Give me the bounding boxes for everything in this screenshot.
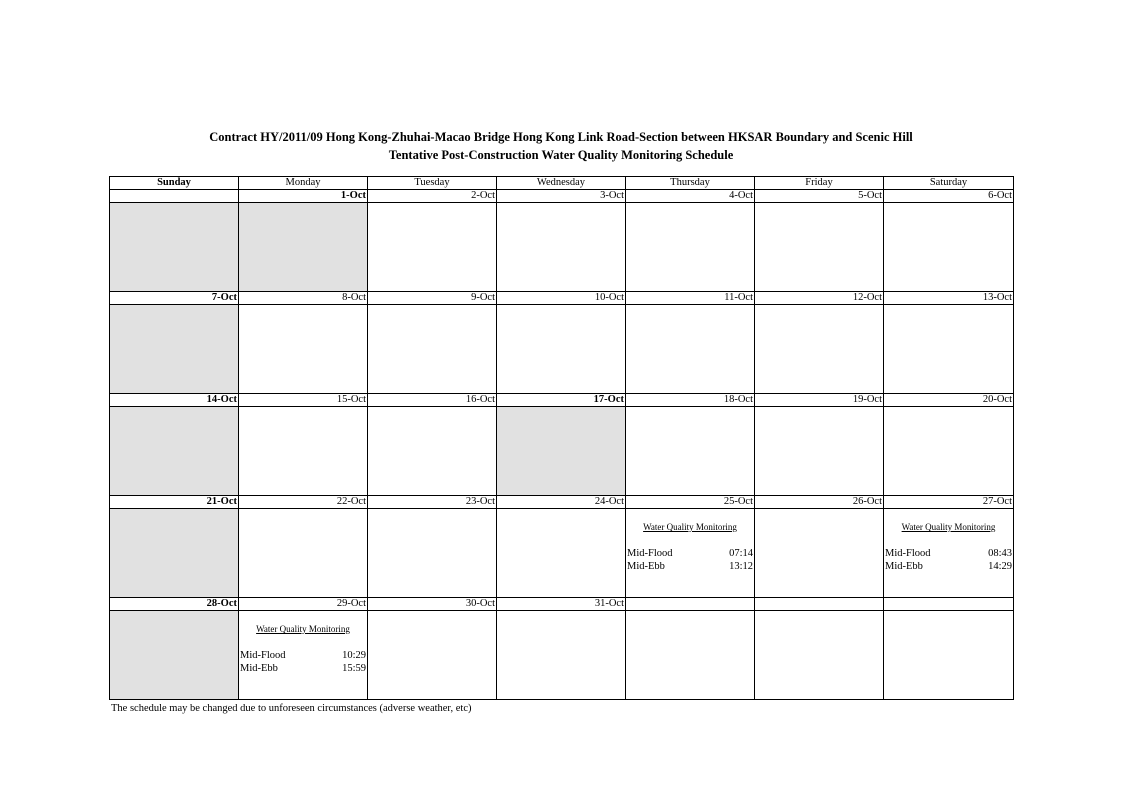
day-cell bbox=[755, 611, 884, 700]
weekday-header-sunday: Sunday bbox=[110, 177, 239, 190]
date-label: 14-Oct bbox=[110, 394, 239, 407]
date-label bbox=[626, 598, 755, 611]
mid-flood-label: Mid-Flood bbox=[885, 548, 931, 559]
date-label: 2-Oct bbox=[368, 190, 497, 203]
day-cell bbox=[110, 305, 239, 394]
weekday-header-friday: Friday bbox=[755, 177, 884, 190]
week-dates-row bbox=[110, 394, 1014, 407]
document-subtitle: Tentative Post-Construction Water Quality Monitoring Schedule bbox=[388, 148, 734, 162]
date-label: 30-Oct bbox=[368, 598, 497, 611]
week-dates-row bbox=[110, 598, 1014, 611]
monitoring-event-title: Water Quality Monitoring bbox=[901, 522, 996, 532]
weekday-header-monday: Monday bbox=[239, 177, 368, 190]
day-cell bbox=[110, 509, 239, 598]
day-cell bbox=[755, 305, 884, 394]
date-label: 28-Oct bbox=[110, 598, 239, 611]
date-label: 7-Oct bbox=[110, 292, 239, 305]
mid-flood-time: 07:14 bbox=[729, 548, 753, 559]
mid-flood-row bbox=[626, 547, 754, 560]
day-cell bbox=[239, 305, 368, 394]
date-label: 22-Oct bbox=[239, 496, 368, 509]
date-label: 29-Oct bbox=[239, 598, 368, 611]
day-cell bbox=[239, 509, 368, 598]
mid-flood-label: Mid-Flood bbox=[240, 650, 286, 661]
day-cell bbox=[497, 305, 626, 394]
date-label bbox=[884, 598, 1014, 611]
week-dates-row bbox=[110, 292, 1014, 305]
mid-ebb-label: Mid-Ebb bbox=[885, 561, 923, 572]
date-label: 4-Oct bbox=[626, 190, 755, 203]
date-label: 9-Oct bbox=[368, 292, 497, 305]
footnote: The schedule may be changed due to unforeseen circumstances (adverse weather, etc) bbox=[111, 703, 472, 714]
date-label: 6-Oct bbox=[884, 190, 1014, 203]
day-cell bbox=[497, 203, 626, 292]
mid-flood-label: Mid-Flood bbox=[627, 548, 673, 559]
day-cell bbox=[110, 203, 239, 292]
day-cell bbox=[239, 611, 368, 700]
week-body-row bbox=[110, 611, 1014, 700]
mid-flood-row bbox=[239, 649, 367, 662]
date-label: 19-Oct bbox=[755, 394, 884, 407]
mid-ebb-time: 14:29 bbox=[988, 561, 1012, 572]
mid-ebb-time: 13:12 bbox=[729, 561, 753, 572]
date-label: 24-Oct bbox=[497, 496, 626, 509]
day-cell bbox=[755, 509, 884, 598]
date-label bbox=[110, 190, 239, 203]
day-cell bbox=[497, 611, 626, 700]
day-cell bbox=[884, 611, 1014, 700]
weekday-header-row bbox=[110, 177, 1014, 190]
week-dates-row bbox=[110, 190, 1014, 203]
day-cell bbox=[368, 509, 497, 598]
day-cell bbox=[755, 203, 884, 292]
day-cell bbox=[626, 407, 755, 496]
day-cell bbox=[368, 407, 497, 496]
day-cell bbox=[497, 407, 626, 496]
date-label: 12-Oct bbox=[755, 292, 884, 305]
day-cell bbox=[626, 203, 755, 292]
weekday-header-tuesday: Tuesday bbox=[368, 177, 497, 190]
week-body-row bbox=[110, 305, 1014, 394]
date-label: 17-Oct bbox=[497, 394, 626, 407]
document-title: Contract HY/2011/09 Hong Kong-Zhuhai-Macao Bridge Hong Kong Link Road-Section between HKSAR Boundary and Scenic Hill bbox=[209, 130, 913, 144]
day-cell bbox=[368, 611, 497, 700]
mid-ebb-label: Mid-Ebb bbox=[240, 663, 278, 674]
day-cell bbox=[884, 203, 1014, 292]
calendar-table bbox=[109, 176, 1014, 700]
weekday-header-wednesday: Wednesday bbox=[497, 177, 626, 190]
monitoring-event-title: Water Quality Monitoring bbox=[256, 624, 350, 634]
date-label: 11-Oct bbox=[626, 292, 755, 305]
day-cell bbox=[368, 203, 497, 292]
date-label bbox=[755, 598, 884, 611]
day-cell bbox=[239, 203, 368, 292]
day-cell bbox=[755, 407, 884, 496]
day-cell bbox=[884, 305, 1014, 394]
day-cell bbox=[110, 611, 239, 700]
date-label: 31-Oct bbox=[497, 598, 626, 611]
date-label: 3-Oct bbox=[497, 190, 626, 203]
day-cell bbox=[884, 407, 1014, 496]
mid-ebb-row bbox=[884, 560, 1013, 573]
mid-flood-time: 08:43 bbox=[988, 548, 1012, 559]
date-label: 8-Oct bbox=[239, 292, 368, 305]
day-cell bbox=[497, 509, 626, 598]
date-label: 21-Oct bbox=[110, 496, 239, 509]
mid-flood-row bbox=[884, 547, 1013, 560]
weekday-header-thursday: Thursday bbox=[626, 177, 755, 190]
date-label: 25-Oct bbox=[626, 496, 755, 509]
mid-ebb-row bbox=[239, 662, 367, 675]
date-label: 18-Oct bbox=[626, 394, 755, 407]
week-dates-row bbox=[110, 496, 1014, 509]
date-label: 23-Oct bbox=[368, 496, 497, 509]
week-body-row bbox=[110, 407, 1014, 496]
week-body-row bbox=[110, 203, 1014, 292]
date-label: 26-Oct bbox=[755, 496, 884, 509]
date-label: 27-Oct bbox=[884, 496, 1014, 509]
day-cell bbox=[626, 509, 755, 598]
mid-ebb-label: Mid-Ebb bbox=[627, 561, 665, 572]
date-label: 10-Oct bbox=[497, 292, 626, 305]
day-cell bbox=[110, 407, 239, 496]
mid-ebb-row bbox=[626, 560, 754, 573]
date-label: 15-Oct bbox=[239, 394, 368, 407]
date-label: 1-Oct bbox=[239, 190, 368, 203]
monitoring-event-title: Water Quality Monitoring bbox=[643, 522, 737, 532]
day-cell bbox=[884, 509, 1014, 598]
day-cell bbox=[368, 305, 497, 394]
day-cell bbox=[239, 407, 368, 496]
weekday-header-saturday: Saturday bbox=[884, 177, 1014, 190]
date-label: 13-Oct bbox=[884, 292, 1014, 305]
mid-ebb-time: 15:59 bbox=[342, 663, 366, 674]
day-cell bbox=[626, 305, 755, 394]
mid-flood-time: 10:29 bbox=[342, 650, 366, 661]
date-label: 16-Oct bbox=[368, 394, 497, 407]
week-body-row bbox=[110, 509, 1014, 598]
date-label: 5-Oct bbox=[755, 190, 884, 203]
date-label: 20-Oct bbox=[884, 394, 1014, 407]
day-cell bbox=[626, 611, 755, 700]
